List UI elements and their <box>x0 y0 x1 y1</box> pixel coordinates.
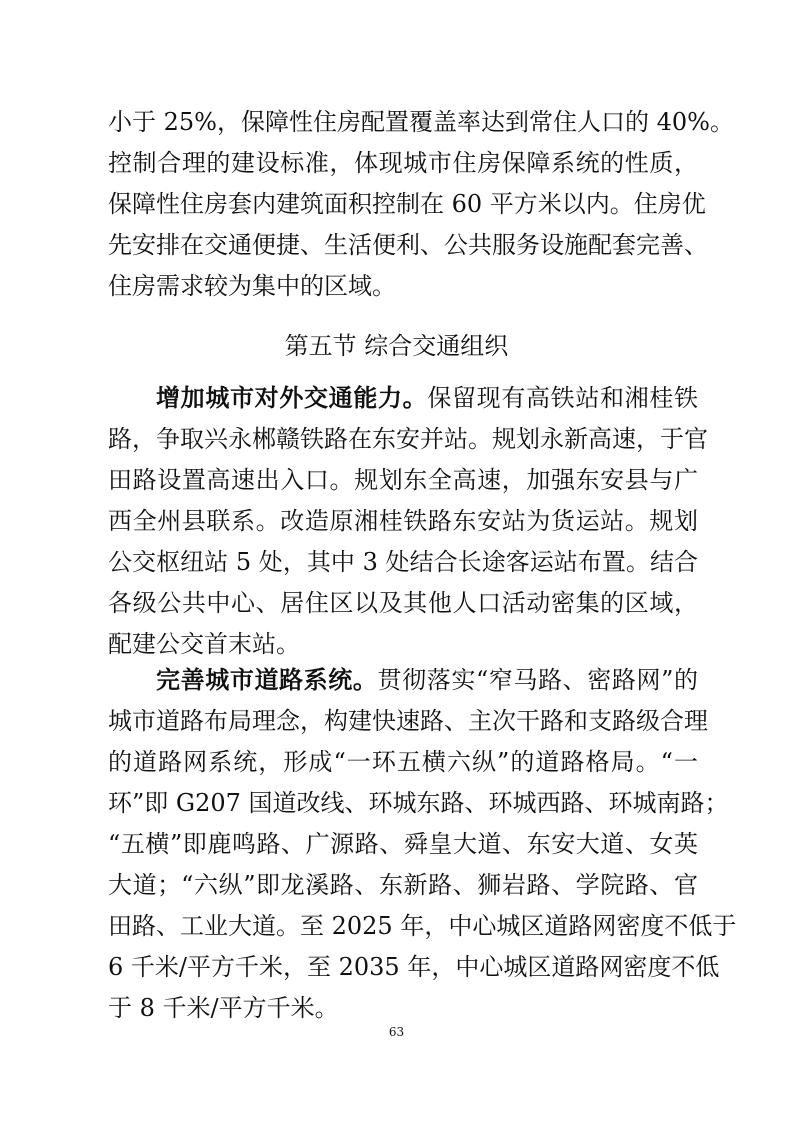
text-line: 配建公交首末站。 <box>108 630 300 658</box>
paragraph-lead: 增加城市对外交通能力。 <box>156 384 428 412</box>
text-line <box>108 378 698 419</box>
text-span: 贯彻落实“窄马路、密路网”的 <box>377 666 699 694</box>
text-line: 城市道路布局理念，构建快速路、主次干路和支路级合理 <box>108 707 708 735</box>
paragraph-road-system <box>108 660 737 1029</box>
text-line: 各级公共中心、居住区以及其他人口活动密集的区域， <box>108 589 698 617</box>
text-line: “五横”即鹿鸣路、广源路、舜皇大道、东安大道、女英 <box>108 830 698 858</box>
text-line <box>108 660 698 701</box>
paragraph-lead: 完善城市道路系统。 <box>156 666 378 694</box>
paragraph-external-transport <box>108 378 708 665</box>
text-line: 的道路网系统，形成“一环五横六纵”的道路格局。“一 <box>108 748 698 776</box>
text-line: 路，争取兴永郴赣铁路在东安并站。规划永新高速，于官 <box>108 425 708 453</box>
text-line: 田路设置高速出入口。规划东全高速，加强东安县与广 <box>108 466 698 494</box>
page-number: 63 <box>388 1025 405 1039</box>
text-line: 于 8 千米/平方千米。 <box>108 994 339 1022</box>
text-span: 保留现有高铁站和湘桂铁 <box>427 384 699 412</box>
text-line: 控制合理的建设标准，体现城市住房保障系统的性质， <box>108 149 698 177</box>
text-line: 6 千米/平方千米，至 2035 年，中心城区道路网密度不低 <box>108 953 720 981</box>
text-line: 住房需求较为集中的区域。 <box>108 272 396 300</box>
text-line: 大道；“六纵”即龙溪路、东新路、狮岩路、学院路、官 <box>108 871 698 899</box>
text-line: 环”即 G207 国道改线、环城东路、环城西路、环城南路； <box>108 789 729 817</box>
section-heading: 第五节 综合交通组织 <box>284 332 509 360</box>
text-line: 公交枢纽站 5 处，其中 3 处结合长途客运站布置。结合 <box>108 548 698 576</box>
text-line: 保障性住房套内建筑面积控制在 60 平方米以内。住房优 <box>108 190 706 218</box>
text-line: 先安排在交通便捷、生活便利、公共服务设施配套完善、 <box>108 231 708 259</box>
text-line: 西全州县联系。改造原湘桂铁路东安站为货运站。规划 <box>108 507 698 535</box>
text-line: 田路、工业大道。至 2025 年，中心城区道路网密度不低于 <box>108 912 737 940</box>
paragraph-housing <box>108 102 734 307</box>
text-line: 小于 25%，保障性住房配置覆盖率达到常住人口的 40%。 <box>108 108 734 136</box>
